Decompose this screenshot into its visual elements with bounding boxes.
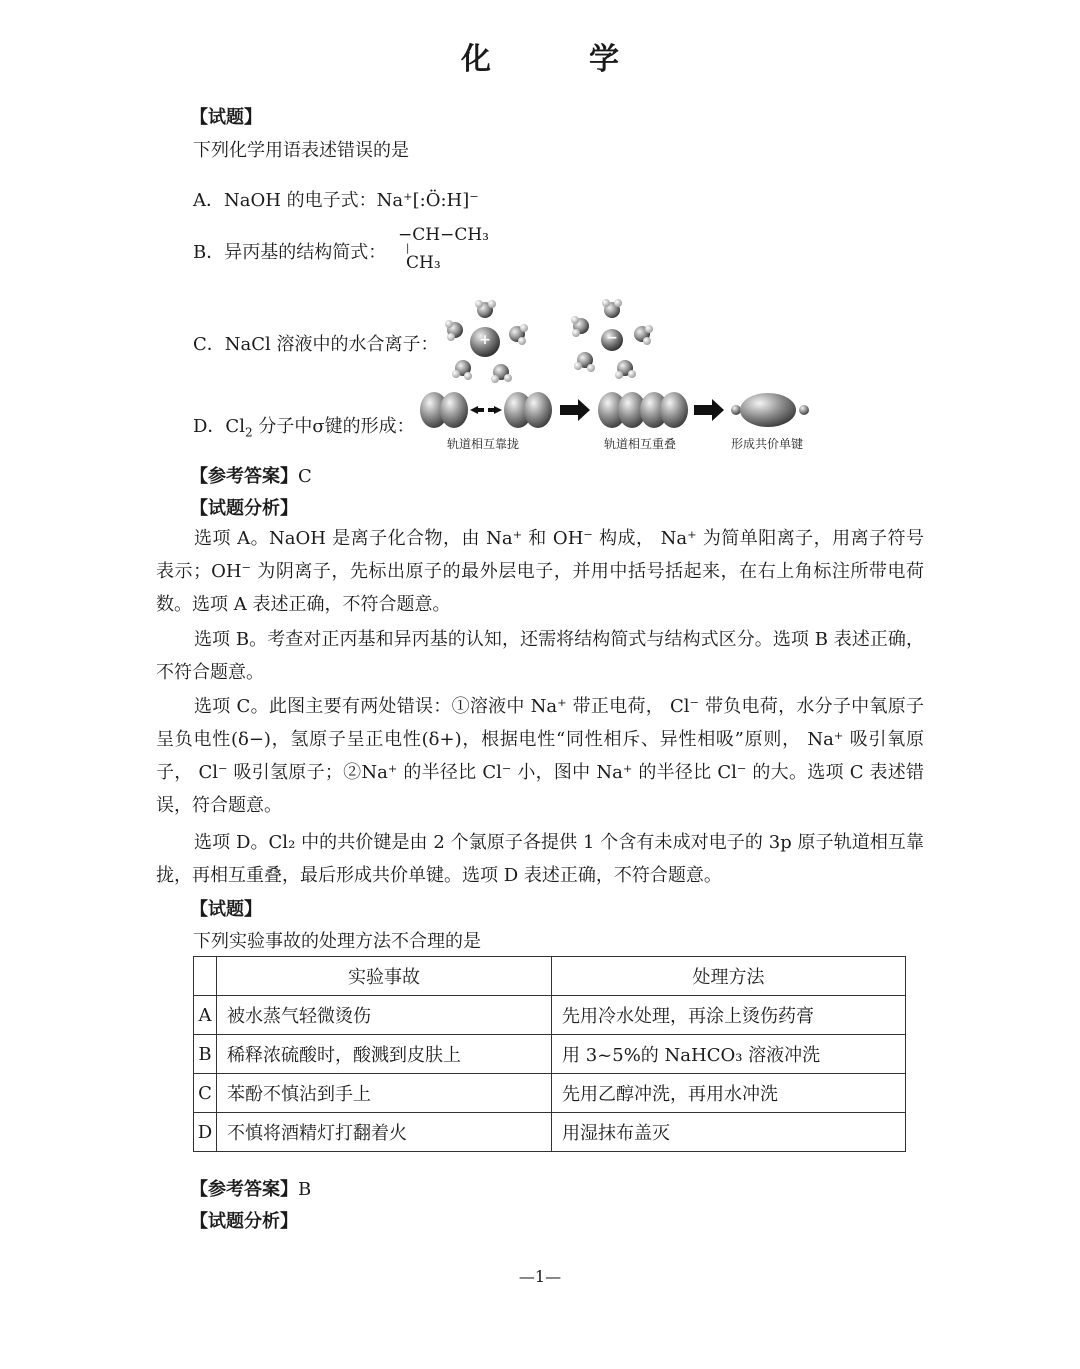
- analysis-label: 【试题分析】: [190, 498, 298, 519]
- caption-single-bond: 形成共价单键: [731, 437, 804, 451]
- row-key: C: [194, 1074, 217, 1113]
- row-method: 用 3~5%的 NaHCO₃ 溶液冲洗: [552, 1035, 906, 1074]
- sigma-bond-figure: [418, 388, 814, 434]
- answer-line: [190, 1175, 311, 1201]
- answer-value: B: [298, 1179, 312, 1200]
- option-a-text: A．NaOH 的电子式：: [193, 190, 377, 211]
- document-title: 化 学: [461, 42, 653, 77]
- hydrated-ions-figure: [435, 292, 685, 388]
- row-event: 不慎将酒精灯打翻着火: [217, 1113, 552, 1152]
- table-row: [194, 996, 906, 1035]
- option-d: [193, 412, 415, 440]
- orbitals-approaching: [420, 392, 552, 428]
- covalent-single-bond: [731, 393, 809, 427]
- option-a: [193, 186, 479, 212]
- analysis-paragraph-b: 选项 B。考查对正丙基和异丙基的认知，还需将结构简式与结构式区分。选项 B 表述正确，不符合题意。: [156, 629, 924, 683]
- page-number: —1—: [518, 1267, 562, 1286]
- option-a-formula: Na⁺[:Ö:H]⁻: [376, 190, 479, 211]
- row-key: B: [194, 1035, 217, 1074]
- caption-overlap: 轨道相互重叠: [604, 437, 677, 451]
- structure-line-1: −CH−CH₃: [398, 225, 489, 245]
- orbitals-overlapping: [598, 392, 688, 428]
- water-molecule: [571, 316, 589, 337]
- question-label: 【试题】: [190, 107, 262, 128]
- water-molecule: [452, 360, 472, 380]
- anion-sign: −: [606, 330, 618, 346]
- water-molecule: [634, 325, 653, 345]
- water-molecule: [602, 299, 622, 318]
- row-event: 被水蒸气轻微烫伤: [217, 996, 552, 1035]
- row-key: A: [194, 996, 217, 1035]
- row-key: D: [194, 1113, 217, 1152]
- answer-value: C: [298, 466, 312, 487]
- row-method: 先用冷水处理，再涂上烫伤药膏: [552, 996, 906, 1035]
- question-label: 【试题】: [190, 899, 262, 920]
- water-molecule: [574, 352, 595, 372]
- row-event: 苯酚不慎沾到手上: [217, 1074, 552, 1113]
- answer-label: 【参考答案】: [190, 466, 298, 487]
- water-molecule: [445, 320, 463, 341]
- water-molecule: [615, 360, 636, 379]
- table-row: [194, 1113, 906, 1152]
- row-method: 先用乙醇冲洗，再用水冲洗: [552, 1074, 906, 1113]
- water-molecule: [509, 324, 528, 345]
- arrow-2: [694, 399, 724, 421]
- analysis-paragraph-c: 选项 C。此图主要有两处错误：①溶液中 Na⁺ 带正电荷， Cl⁻ 带负电荷，水分子中氧原子呈负电性(δ−)，氢原子呈正电性(δ+)，根据电性“同性相斥、异性相吸”原则， Na⁺ 吸引氧原子， Cl⁻ 吸引氢原子；②Na⁺ 的半径比 Cl⁻ 小，图中 Na⁺ 的半径比 Cl⁻ 的大。选项 C 表述错误，符合题意。: [156, 696, 924, 816]
- answer-label: 【参考答案】: [190, 1179, 298, 1200]
- option-c-text: C．NaCl 溶液中的水合离子：: [193, 334, 439, 355]
- analysis-paragraph-d: 选项 D。Cl₂ 中的共价键是由 2 个氯原子各提供 1 个含有未成对电子的 3p 原子轨道相互靠拢，再相互重叠，最后形成共价单键。选项 D 表述正确，不符合题意。: [156, 832, 924, 886]
- option-d-text-pre: D．Cl: [193, 416, 245, 437]
- caption-approach: 轨道相互靠拢: [447, 437, 520, 451]
- table-header-row: [194, 957, 906, 996]
- structure-line-2: CH₃: [406, 253, 441, 273]
- analysis-paragraph-a: 选项 A。NaOH 是离子化合物，由 Na⁺ 和 OH⁻ 构成， Na⁺ 为简单阳离子，用离子符号表示；OH⁻ 为阴离子，先标出原子的最外层电子，并用中括号括起来，在右上角标注所带电荷数。选项 A 表述正确，不符合题意。: [156, 528, 924, 615]
- isopropyl-structure: −CH−CH₃ | CH₃: [398, 225, 489, 273]
- option-d-text-post: 分子中σ键的形成：: [252, 416, 415, 437]
- accident-table: [193, 956, 906, 1152]
- option-b-text: B．异丙基的结构简式：: [193, 242, 387, 263]
- table-header-cell: [194, 957, 217, 996]
- row-method: 用湿抹布盖灭: [552, 1113, 906, 1152]
- row-event: 稀释浓硫酸时，酸溅到皮肤上: [217, 1035, 552, 1074]
- analysis-label: 【试题分析】: [190, 1211, 298, 1232]
- arrow-1: [560, 399, 590, 421]
- table-row: [194, 1035, 906, 1074]
- table-header-cell: 处理方法: [552, 957, 906, 996]
- answer-line: [190, 462, 312, 488]
- cation-sign: +: [479, 332, 491, 348]
- question-stem: 下列实验事故的处理方法不合理的是: [193, 931, 481, 952]
- option-d-subscript: 2: [244, 425, 253, 440]
- water-molecule: [475, 300, 496, 318]
- question-stem: 下列化学用语表述错误的是: [193, 140, 409, 161]
- water-molecule: [491, 364, 512, 383]
- table-header-cell: 实验事故: [217, 957, 552, 996]
- table-row: [194, 1074, 906, 1113]
